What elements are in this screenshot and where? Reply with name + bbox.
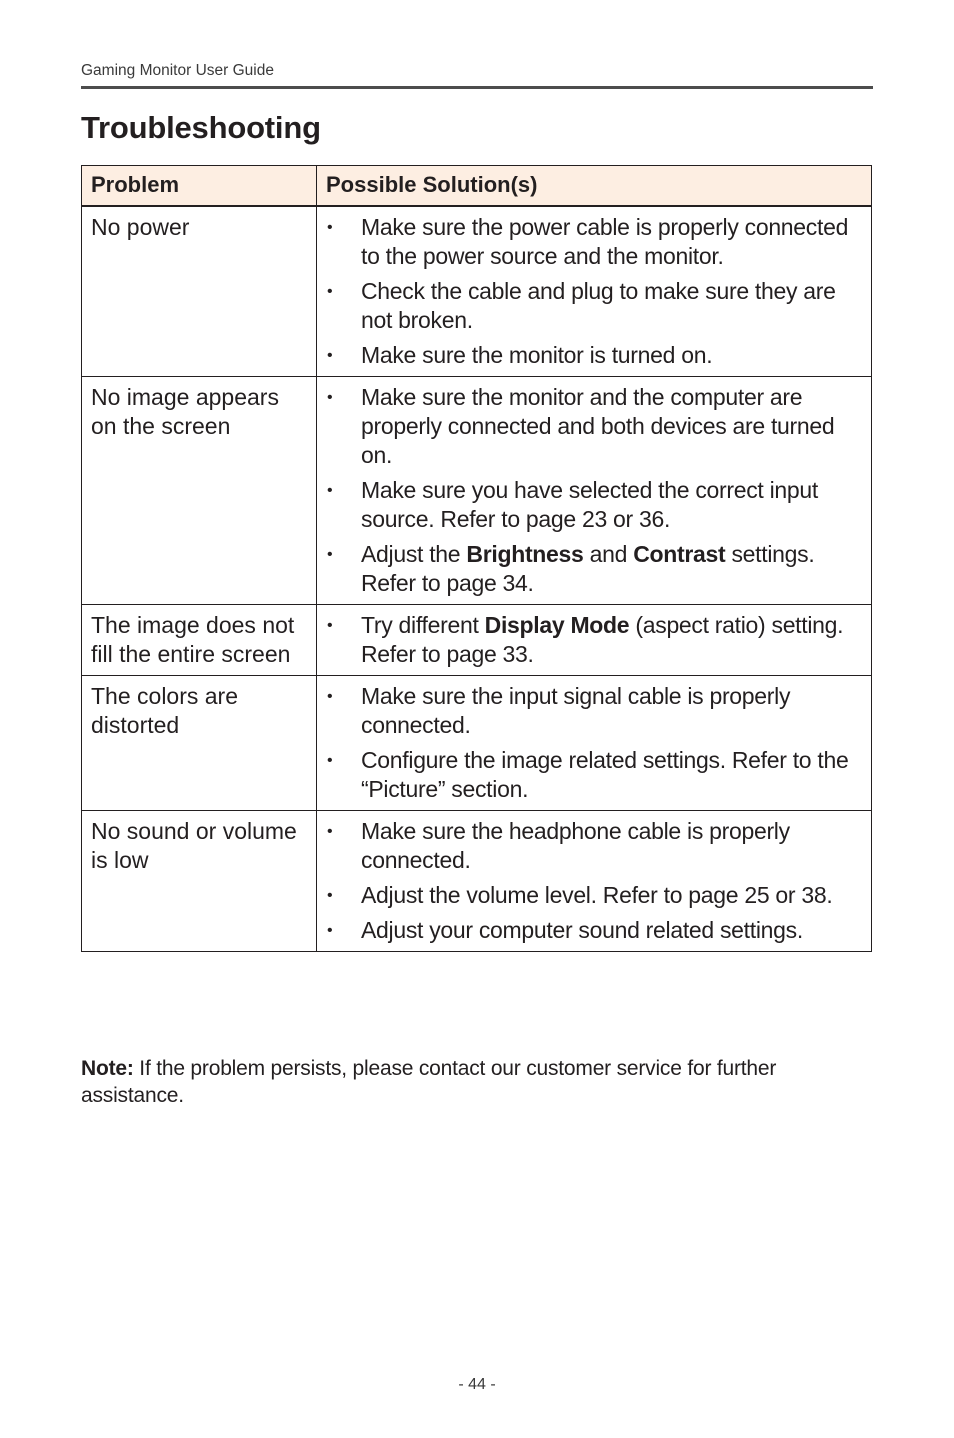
solution-text: Make sure you have selected the correct input source. Refer to page 23 or 36. (361, 476, 818, 532)
solution-text: Check the cable and plug to make sure they are not broken. (361, 277, 836, 333)
table-row (82, 810, 872, 951)
solution-text: Try different (361, 611, 485, 638)
solution-item (326, 817, 862, 875)
bullet-icon: • (327, 282, 333, 300)
bullet-icon: • (327, 218, 333, 236)
note (81, 1055, 871, 1109)
solutions-cell (317, 604, 872, 675)
note-text: If the problem persists, please contact our customer service for further assistance. (81, 1057, 777, 1107)
troubleshooting-table (81, 165, 872, 952)
problem-cell: No sound or volume is low (82, 810, 317, 951)
bullet-icon: • (327, 545, 333, 563)
solution-emphasis: Contrast (633, 540, 726, 567)
note-label: Note: (81, 1057, 134, 1080)
solution-item (326, 540, 862, 598)
solution-item (326, 916, 862, 945)
solution-item (326, 611, 862, 669)
solution-list (326, 611, 862, 669)
page-title: Troubleshooting (81, 110, 321, 145)
solution-emphasis: Display Mode (484, 611, 630, 638)
solution-text: Make sure the monitor and the computer are properly connected and both devices are turned on. (361, 383, 835, 468)
solutions-cell (317, 675, 872, 810)
column-header-solutions: Possible Solution(s) (317, 166, 872, 206)
solution-text: Make sure the power cable is properly connected to the power source and the monitor. (361, 213, 849, 269)
solution-item (326, 682, 862, 740)
solution-text: Adjust the (361, 540, 467, 567)
bullet-icon: • (327, 822, 333, 840)
solution-item (326, 213, 862, 271)
solution-item (326, 881, 862, 910)
solution-list (326, 817, 862, 945)
header-rule (81, 86, 873, 89)
bullet-icon: • (327, 921, 333, 939)
table-row (82, 376, 872, 604)
bullet-icon: • (327, 481, 333, 499)
problem-cell: The colors are distorted (82, 675, 317, 810)
table-row (82, 206, 872, 377)
solutions-cell (317, 376, 872, 604)
bullet-icon: • (327, 886, 333, 904)
solution-item (326, 277, 862, 335)
solution-text: Make sure the headphone cable is properly connected. (361, 817, 790, 873)
running-header: Gaming Monitor User Guide (81, 62, 274, 79)
solution-list (326, 383, 862, 598)
solutions-cell (317, 810, 872, 951)
column-header-problem: Problem (82, 166, 317, 206)
solution-text: Adjust your computer sound related settings. (361, 916, 803, 943)
table-row (82, 604, 872, 675)
solution-text: Configure the image related settings. Refer to the “Picture” section. (361, 746, 849, 802)
page-number: - 44 - (458, 1376, 496, 1393)
solution-text: Make sure the input signal cable is properly connected. (361, 682, 791, 738)
solution-item (326, 746, 862, 804)
table-row (82, 675, 872, 810)
solution-emphasis: Brightness (466, 540, 584, 567)
bullet-icon: • (327, 687, 333, 705)
problem-cell: No power (82, 206, 317, 377)
solution-item (326, 341, 862, 370)
solution-text: (aspect ratio) setting. Refer to page 33. (361, 611, 844, 667)
solution-text: settings. Refer to page 34. (361, 540, 815, 596)
solution-text: Adjust the volume level. Refer to page 25 or 38. (361, 881, 833, 908)
solution-item (326, 383, 862, 470)
problem-cell: No image appears on the screen (82, 376, 317, 604)
solution-list (326, 213, 862, 370)
solution-text: and (583, 540, 634, 567)
table-body (82, 206, 872, 952)
bullet-icon: • (327, 616, 333, 634)
solutions-cell (317, 206, 872, 377)
solution-text: Make sure the monitor is turned on. (361, 341, 713, 368)
table-header-row (82, 166, 872, 206)
solution-list (326, 682, 862, 804)
problem-cell: The image does not fill the entire screen (82, 604, 317, 675)
solution-item (326, 476, 862, 534)
bullet-icon: • (327, 388, 333, 406)
bullet-icon: • (327, 751, 333, 769)
bullet-icon: • (327, 346, 333, 364)
